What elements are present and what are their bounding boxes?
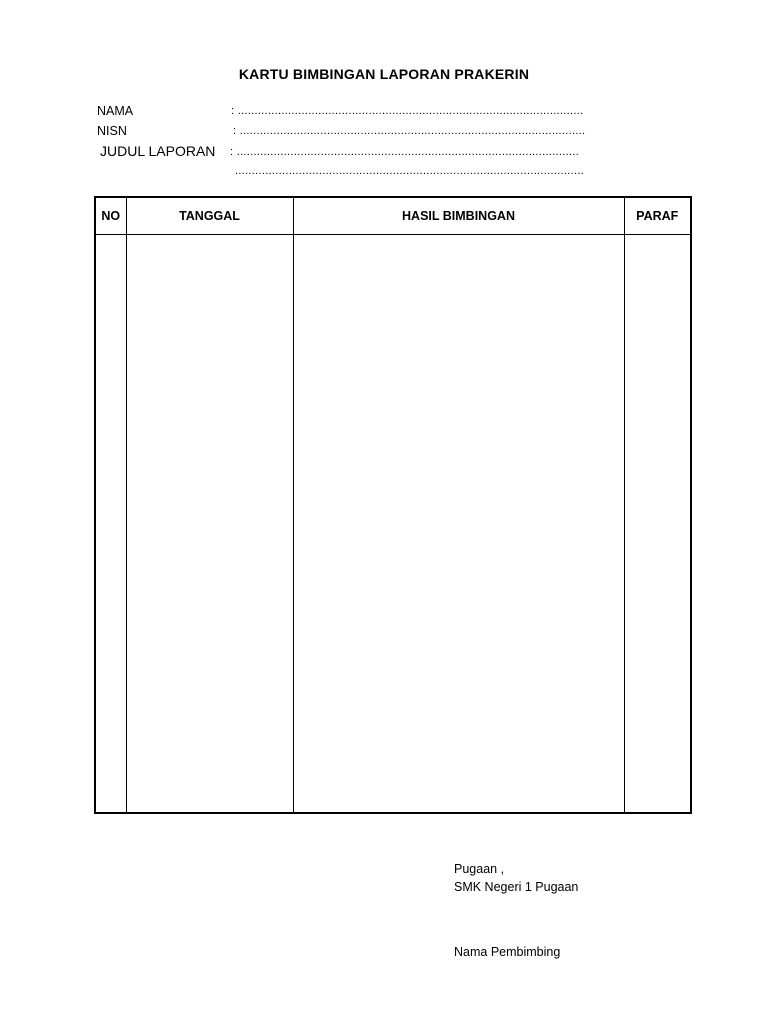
guidance-table [94,196,692,814]
table-cell-hasil-bimbingan [293,235,624,814]
column-header-tanggal: TANGGAL [126,197,293,235]
table-row [95,235,691,814]
field-value-nama: : ....................................................................................................... [231,105,584,117]
field-label-nama: NAMA [97,104,134,118]
table-header-row [95,197,691,235]
table-cell-no [95,235,126,814]
table-cell-paraf [624,235,691,814]
footer-supervisor-name: Nama Pembimbing [454,945,561,959]
field-value-judul-laporan-continued: ........................................................................................................ [235,165,585,177]
footer-place: Pugaan , [454,862,505,876]
field-value-judul-laporan: : ...................................................................................................... [230,146,580,158]
document-title: KARTU BIMBINGAN LAPORAN PRAKERIN [238,66,530,82]
column-header-paraf: PARAF [624,197,691,235]
table-cell-tanggal [126,235,293,814]
field-value-nisn: : ....................................................................................................... [233,125,586,137]
field-label-nisn: NISN [97,124,127,138]
column-header-no: NO [95,197,126,235]
column-header-hasil-bimbingan: HASIL BIMBINGAN [293,197,624,235]
footer-school: SMK Negeri 1 Pugaan [454,880,579,894]
field-label-judul-laporan: JUDUL LAPORAN [100,143,216,159]
